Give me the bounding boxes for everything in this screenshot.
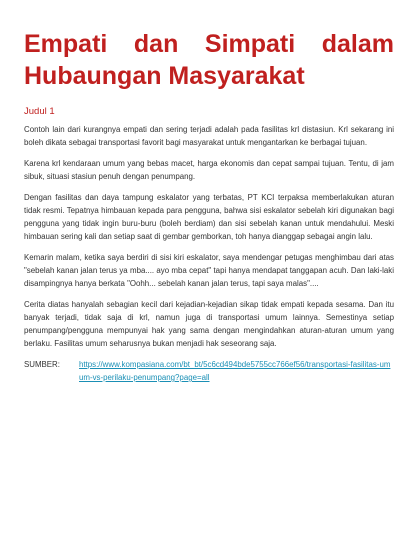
paragraph-5: Cerita diatas hanyalah sebagian kecil dari kejadian-kejadian sikap tidak empati kepada sesama. Dan itu banyak terjadi, tidak saja di krl, namun juga di transportasi umum lainnya. Semestinya setiap penumpang/pengguna mempunyai hak yang sama dengan mengindahkan aturan-aturan umum yang berlaku. Fasilitas umum seharusnya bukan menjadi hak seseorang saja. [24,300,394,348]
paragraph-2: Karena krl kendaraan umum yang bebas macet, harga ekonomis dan cepat sampai tujuan. Tentu, di jam sibuk, situasi stasiun penuh dengan penumpang. [24,159,394,181]
document-title-line-2: Hubaungan Masyarakat [24,62,305,90]
section-heading: Judul 1 [24,106,55,117]
paragraph-4: Kemarin malam, ketika saya berdiri di sisi kiri eskalator, saya mendengar petugas menghimbau dari atas "sebelah kanan jalan terus ya mba.... ayo mba cepat" tapi hanya mendapat tanggapan acuh. Dan laki-laki disampingnya hanya berkata "Oohh... sebelah kanan jalan terus, tapi saya malas".... [24,253,394,288]
document-title-line-1: Empati dan Simpati dalam [24,30,394,58]
source-label: SUMBER: [24,360,60,369]
source-line [24,358,394,384]
document-title [24,28,394,92]
paragraph-3: Dengan fasilitas dan daya tampung eskalator yang terbatas, PT KCI terpaksa memberlakukan aturan tidak resmi. Tepatnya himbauan kepada para pengguna, bahwa sisi eskalator sebelah kiri digunakan bagi pengguna yang tidak ingin buru-buru (boleh berdiam) dan sisi sebelah kanan untuk mendahului. Meski himbauan sering kali dan setiap saat di gembar gemborkan, toh hanya dianggap sebagai angin lalu. [24,193,394,241]
paragraph-1: Contoh lain dari kurangnya empati dan sering terjadi adalah pada fasilitas krl distasiun. Krl sekarang ini boleh dikata sebagai transportasi favorit bagi masyarakat untuk mengantarkan ke berbagai tujuan. [24,125,394,147]
source-link[interactable]: https://www.kompasiana.com/bt_bt/5c6cd494bde5755cc766ef56/transportasi-fasilitas-umum-vs-perilaku-penumpang?page=all [79,360,391,382]
